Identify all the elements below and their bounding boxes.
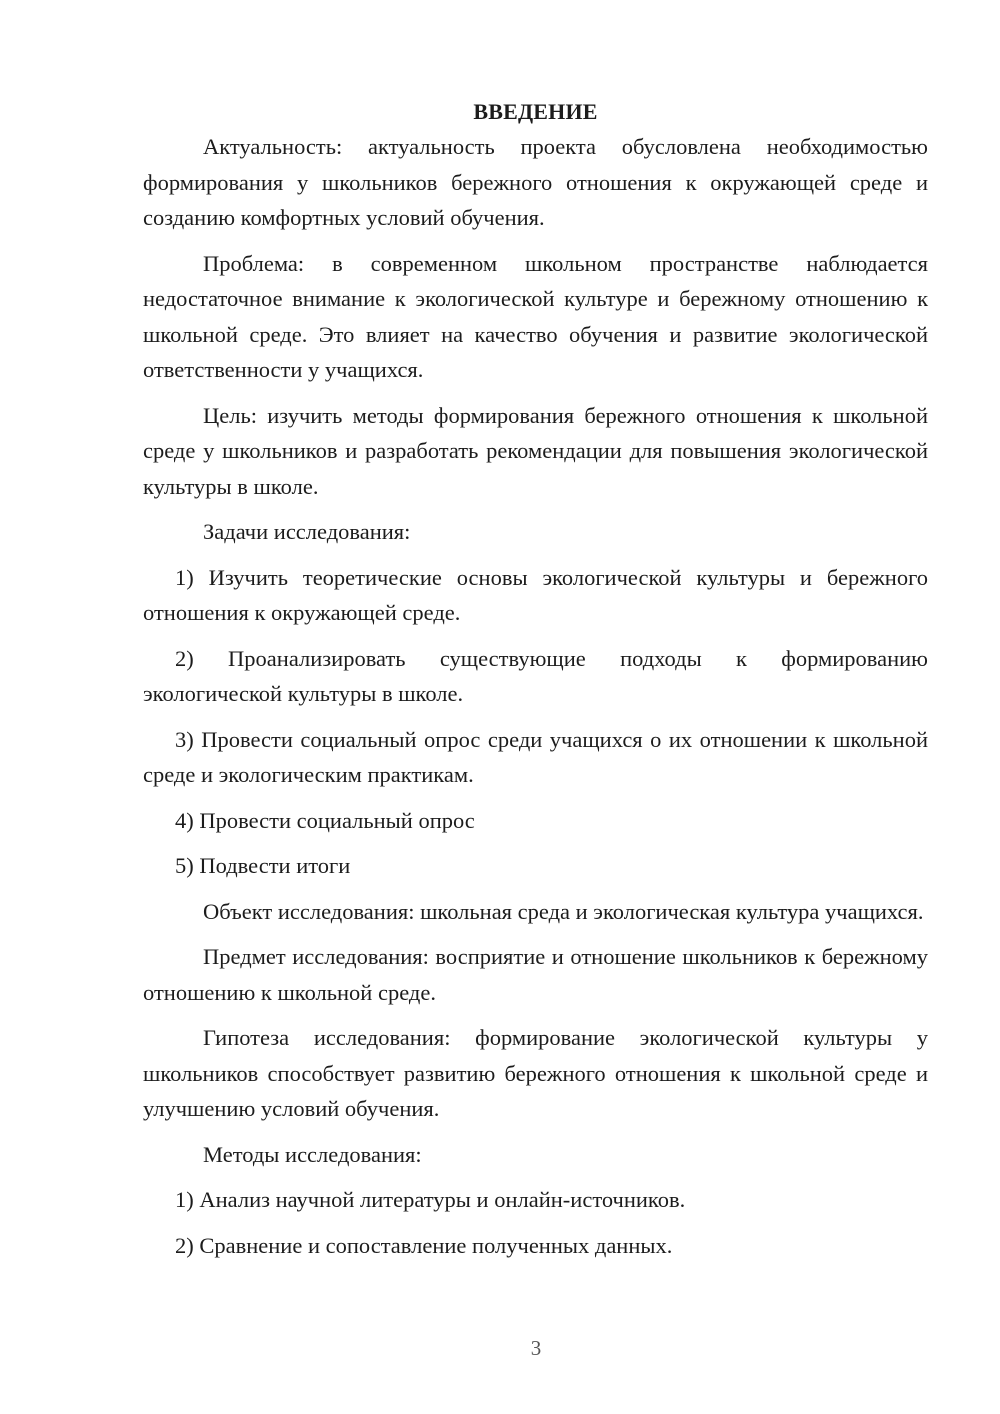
task-item-1: 1) Изучить теоретические основы экологической культуры и бережного отношения к окружающей среде. [143,564,928,625]
paragraph-relevance: Актуальность: актуальность проекта обусловлена необходимостью формирования у школьников бережного отношения к окружающей среде и созданию комфортных условий обучения. [143,134,928,230]
method-item-1: 1) Анализ научной литературы и онлайн-источников. [175,1187,686,1212]
section-heading: ВВЕДЕНИЕ [473,99,598,124]
paragraph-tasks-heading: Задачи исследования: [203,519,411,544]
page-content [143,94,928,1273]
method-item-2: 2) Сравнение и сопоставление полученных данных. [175,1232,673,1258]
paragraph-methods-heading: Методы исследования: [203,1141,422,1167]
paragraph-object: Объект исследования: школьная среда и экологическая культура учащихся. [203,898,924,924]
task-item-3: 3) Провести социальный опрос среди учащихся о их отношении к школьной среде и экологическим практикам. [143,726,928,787]
page-number: 3 [530,1336,542,1360]
paragraph-problem: Проблема: в современном школьном пространстве наблюдается недостаточное внимание к экологической культуре и бережному отношению к школьной среде. Это влияет на качество обучения и развитие экологической ответственности у учащихся. [143,250,928,382]
task-item-2: 2) Проанализировать существующие подходы к формированию экологической культуры в школе. [143,645,928,706]
paragraph-subject: Предмет исследования: восприятие и отношение школьников к бережному отношению к школьной среде. [143,944,928,1005]
task-item-5: 5) Подвести итоги [175,853,351,878]
paragraph-goal: Цель: изучить методы формирования бережного отношения к школьной среде у школьников и разработать рекомендации для повышения экологической культуры в школе. [143,402,928,499]
task-item-4: 4) Провести социальный опрос [175,807,475,833]
paragraph-hypothesis: Гипотеза исследования: формирование экологической культуры у школьников способствует развитию бережного отношения к школьной среде и улучшению условий обучения. [143,1025,928,1121]
